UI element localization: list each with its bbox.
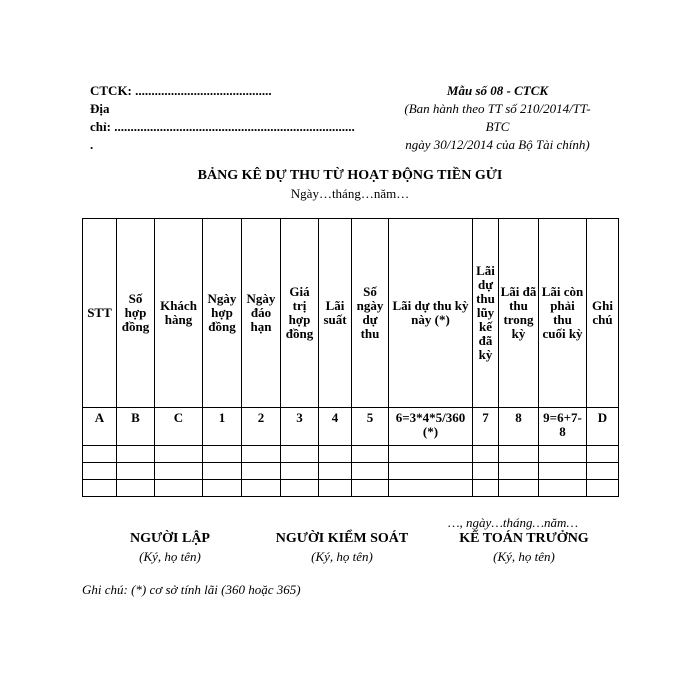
column-header: Khách hàng — [155, 219, 203, 408]
column-header: Lãi dự thu kỳ này (*) — [389, 219, 473, 408]
table-cell[interactable] — [203, 446, 242, 463]
column-code: 5 — [352, 408, 389, 446]
table-cell[interactable] — [117, 463, 155, 480]
table-row — [83, 463, 619, 480]
table-cell[interactable] — [539, 446, 587, 463]
table-cell[interactable] — [281, 480, 319, 497]
deposit-table — [82, 218, 619, 497]
table-cell[interactable] — [587, 463, 619, 480]
column-code: 3 — [281, 408, 319, 446]
column-header: Số ngày dự thu — [352, 219, 389, 408]
table-cell[interactable] — [155, 463, 203, 480]
table-cell[interactable] — [352, 446, 389, 463]
column-code: 8 — [499, 408, 539, 446]
page-title: BẢNG KÊ DỰ THU TỪ HOẠT ĐỘNG TIỀN GỬI — [197, 168, 503, 183]
table-header-row — [83, 219, 619, 408]
controller-sign-hint: (Ký, họ tên) — [311, 549, 373, 564]
address-field: chỉ: .......................................................................... — [90, 119, 355, 134]
table-cell[interactable] — [499, 480, 539, 497]
table-cell[interactable] — [499, 463, 539, 480]
table-cell[interactable] — [389, 446, 473, 463]
table-cell[interactable] — [352, 480, 389, 497]
table-cell[interactable] — [155, 480, 203, 497]
table-cell[interactable] — [203, 480, 242, 497]
column-header: Số hợp đồng — [117, 219, 155, 408]
column-code: 2 — [242, 408, 281, 446]
column-header: Lãi còn phải thu cuối kỳ — [539, 219, 587, 408]
table-cell[interactable] — [539, 480, 587, 497]
table-cell[interactable] — [281, 463, 319, 480]
column-code: A — [83, 408, 117, 446]
chief-accountant-title: KẾ TOÁN TRƯỞNG — [459, 531, 589, 546]
issued-line-3: ngày 30/12/2014 của Bộ Tài chính) — [405, 137, 590, 152]
address-label: Địa — [90, 101, 110, 116]
column-code: C — [155, 408, 203, 446]
table-cell[interactable] — [539, 463, 587, 480]
chief-accountant-signature — [446, 530, 602, 566]
column-header: Ngày hợp đồng — [203, 219, 242, 408]
table-row — [83, 480, 619, 497]
column-code: 1 — [203, 408, 242, 446]
column-header: Giá trị hợp đồng — [281, 219, 319, 408]
table-cell[interactable] — [319, 480, 352, 497]
footnote: Ghi chú: (*) cơ sở tính lãi (360 hoặc 365) — [82, 582, 301, 597]
table-cell[interactable] — [83, 480, 117, 497]
table-cell[interactable] — [389, 480, 473, 497]
column-header: STT — [83, 219, 117, 408]
preparer-sign-hint: (Ký, họ tên) — [139, 549, 201, 564]
table-cell[interactable] — [473, 480, 499, 497]
table-cell[interactable] — [389, 463, 473, 480]
column-header: Lãi dự thu lũy kế đã kỳ — [473, 219, 499, 408]
address-dot: . — [90, 137, 94, 152]
table-cell[interactable] — [281, 446, 319, 463]
table-cell[interactable] — [319, 463, 352, 480]
preparer-signature — [110, 530, 230, 566]
table-cell[interactable] — [242, 446, 281, 463]
table-cell[interactable] — [319, 446, 352, 463]
table-cell[interactable] — [473, 446, 499, 463]
table-row — [83, 446, 619, 463]
table-cell[interactable] — [473, 463, 499, 480]
form-info — [380, 82, 615, 154]
column-header: Ghi chú — [587, 219, 619, 408]
form-code: Mẫu số 08 - CTCK — [446, 83, 549, 98]
chief-accountant-sign-hint: (Ký, họ tên) — [493, 549, 555, 564]
column-code: 6=3*4*5/360 (*) — [389, 408, 473, 446]
table-cell[interactable] — [155, 446, 203, 463]
column-header: Lãi đã thu trong kỳ — [499, 219, 539, 408]
controller-signature — [262, 530, 422, 566]
column-code: B — [117, 408, 155, 446]
table-cell[interactable] — [117, 480, 155, 497]
table-cell[interactable] — [499, 446, 539, 463]
table-cell[interactable] — [83, 463, 117, 480]
company-info — [90, 82, 355, 154]
table-cell[interactable] — [352, 463, 389, 480]
table-cell[interactable] — [587, 446, 619, 463]
table-cell[interactable] — [587, 480, 619, 497]
controller-title: NGƯỜI KIỂM SOÁT — [275, 531, 409, 546]
table-cell[interactable] — [203, 463, 242, 480]
column-header: Lãi suất — [319, 219, 352, 408]
table-cell[interactable] — [83, 446, 117, 463]
table-cell[interactable] — [242, 480, 281, 497]
signature-date: …, ngày…tháng…năm… — [448, 515, 579, 530]
page-subtitle: Ngày…tháng…năm… — [290, 186, 410, 201]
issued-line-1: (Ban hành theo TT số 210/2014/TT- — [404, 101, 591, 116]
column-header: Ngày đáo hạn — [242, 219, 281, 408]
column-code: 4 — [319, 408, 352, 446]
table-code-row — [83, 408, 619, 446]
column-code: 9=6+7-8 — [539, 408, 587, 446]
issued-line-2: BTC — [485, 119, 510, 134]
table-cell[interactable] — [117, 446, 155, 463]
column-code: 7 — [473, 408, 499, 446]
ctck-label: CTCK: .......................................... — [90, 83, 272, 98]
preparer-title: NGƯỜI LẬP — [130, 531, 210, 546]
table-cell[interactable] — [242, 463, 281, 480]
column-code: D — [587, 408, 619, 446]
